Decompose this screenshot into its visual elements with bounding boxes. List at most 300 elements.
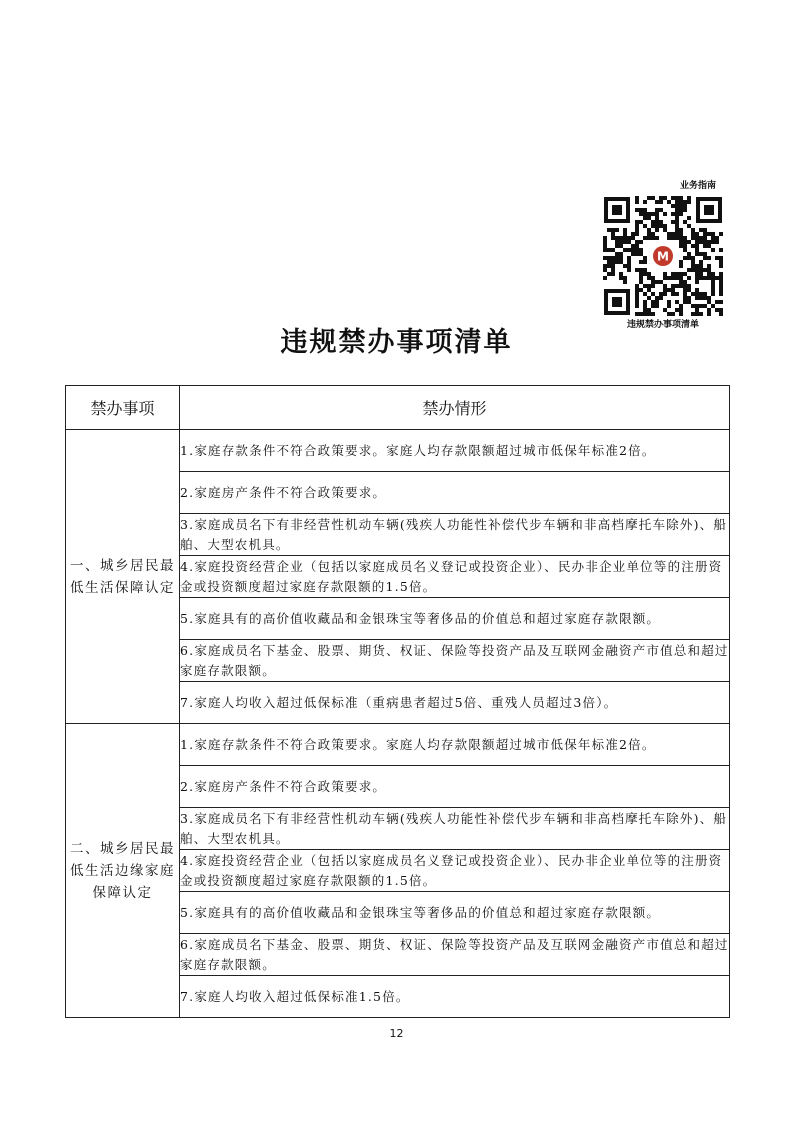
qr-module [663, 212, 667, 216]
qr-module [679, 260, 683, 264]
qr-module [695, 292, 699, 296]
page-title: 违规禁办事项清单 [280, 327, 513, 358]
qr-module [615, 260, 619, 264]
qr-module [691, 256, 695, 260]
qr-module [659, 224, 663, 228]
qr-module [679, 236, 683, 240]
qr-module [611, 236, 615, 240]
qr-module [683, 284, 687, 288]
qr-module [667, 288, 671, 292]
qr-module [643, 216, 647, 220]
qr-module [675, 284, 679, 288]
qr-module [715, 300, 719, 304]
qr-module [687, 284, 691, 288]
rules-table [65, 385, 730, 1018]
category-cell: 一、城乡居民最低生活保障认定 [66, 430, 180, 724]
qr-module [623, 232, 627, 236]
qr-module [679, 276, 683, 280]
qr-module [703, 232, 707, 236]
qr-module [651, 232, 655, 236]
qr-module [683, 280, 687, 284]
qr-module [691, 244, 695, 248]
qr-module [631, 248, 635, 252]
qr-module [619, 252, 623, 256]
qr-module [635, 312, 639, 316]
qr-module [671, 196, 675, 200]
qr-module [675, 220, 679, 224]
qr-module [663, 288, 667, 292]
qr-module [671, 284, 675, 288]
qr-module [707, 272, 711, 276]
qr-module [715, 276, 719, 280]
qr-module [631, 252, 635, 256]
qr-module [639, 280, 643, 284]
qr-module [623, 280, 627, 284]
qr-module [639, 248, 643, 252]
qr-module [711, 232, 715, 236]
qr-module [679, 284, 683, 288]
qr-module [655, 224, 659, 228]
qr-module [635, 240, 639, 244]
qr-module [663, 292, 667, 296]
qr-module [651, 312, 655, 316]
qr-module [699, 252, 703, 256]
qr-module [699, 312, 703, 316]
qr-module [651, 276, 655, 280]
qr-module [639, 276, 643, 280]
qr-module [683, 300, 687, 304]
qr-module [687, 252, 691, 256]
qr-module [635, 284, 639, 288]
qr-module [635, 196, 639, 200]
qr-module [643, 224, 647, 228]
qr-module [635, 292, 639, 296]
item-cell: 7.家庭人均收入超过低保标准1.5倍。 [180, 976, 730, 1018]
qr-module [707, 256, 711, 260]
qr-module [695, 248, 699, 252]
qr-module [679, 272, 683, 276]
qr-module [655, 216, 659, 220]
qr-module [663, 284, 667, 288]
qr-module [627, 248, 631, 252]
qr-module [695, 264, 699, 268]
qr-module [715, 256, 719, 260]
qr-module [639, 240, 643, 244]
qr-module [679, 232, 683, 236]
qr-module [703, 240, 707, 244]
qr-module [699, 240, 703, 244]
table-row [66, 430, 730, 472]
qr-module [615, 244, 619, 248]
qr-module [695, 312, 699, 316]
qr-module [691, 228, 695, 232]
qr-module [659, 296, 663, 300]
qr-module [703, 292, 707, 296]
qr-module [639, 312, 643, 316]
qr-module [691, 236, 695, 240]
qr-module [635, 252, 639, 256]
qr-module [635, 268, 639, 272]
qr-module [671, 292, 675, 296]
qr-module [611, 228, 615, 232]
qr-module [667, 232, 671, 236]
qr-module [707, 268, 711, 272]
qr-module [675, 232, 679, 236]
qr-module [699, 296, 703, 300]
qr-module [707, 308, 711, 312]
qr-module [651, 224, 655, 228]
qr-module [687, 268, 691, 272]
qr-module [623, 248, 627, 252]
qr-module [695, 268, 699, 272]
qr-module [623, 240, 627, 244]
qr-module [675, 200, 679, 204]
qr-module [707, 240, 711, 244]
qr-module [667, 200, 671, 204]
qr-logo-mark: M [657, 249, 669, 264]
qr-module [675, 196, 679, 200]
qr-module [623, 276, 627, 280]
qr-module [635, 300, 639, 304]
qr-module [679, 308, 683, 312]
qr-module [671, 204, 675, 208]
qr-module [703, 236, 707, 240]
qr-module [603, 268, 607, 272]
qr-module [611, 268, 615, 272]
qr-module [683, 248, 687, 252]
qr-module [719, 308, 723, 312]
qr-module [691, 312, 695, 316]
qr-module [695, 240, 699, 244]
qr-module [667, 236, 671, 240]
qr-module [667, 300, 671, 304]
qr-module [667, 312, 671, 316]
qr-code-block [598, 180, 728, 331]
qr-module [719, 256, 723, 260]
qr-module [679, 280, 683, 284]
qr-module [615, 236, 619, 240]
qr-module [695, 288, 699, 292]
qr-module [659, 200, 663, 204]
qr-module [687, 216, 691, 220]
qr-module [719, 300, 723, 304]
header-item: 禁办事项 [66, 386, 180, 430]
qr-module [651, 280, 655, 284]
qr-module [699, 228, 703, 232]
qr-module [651, 212, 655, 216]
qr-module [643, 208, 647, 212]
qr-module [679, 228, 683, 232]
qr-module [655, 212, 659, 216]
qr-module [703, 252, 707, 256]
qr-module [631, 244, 635, 248]
qr-module [683, 240, 687, 244]
qr-module [655, 208, 659, 212]
qr-module [647, 312, 651, 316]
qr-code-image[interactable] [602, 195, 724, 317]
qr-module [711, 272, 715, 276]
header-situation: 禁办情形 [180, 386, 730, 430]
qr-module [691, 232, 695, 236]
qr-module [651, 300, 655, 304]
qr-module [647, 216, 651, 220]
qr-module [671, 212, 675, 216]
qr-module [711, 280, 715, 284]
qr-module [663, 228, 667, 232]
qr-module [607, 228, 611, 232]
qr-module [651, 284, 655, 288]
qr-module [695, 236, 699, 240]
qr-module [679, 196, 683, 200]
qr-module [655, 200, 659, 204]
qr-module [619, 236, 623, 240]
qr-module [699, 276, 703, 280]
qr-module [643, 292, 647, 296]
qr-module [643, 284, 647, 288]
category-cell: 二、城乡居民最低生活边缘家庭保障认定 [66, 724, 180, 1018]
qr-module [683, 296, 687, 300]
qr-module [655, 300, 659, 304]
qr-module [679, 304, 683, 308]
qr-module [635, 248, 639, 252]
qr-module [711, 248, 715, 252]
qr-module [719, 260, 723, 264]
qr-module [663, 308, 667, 312]
qr-module [603, 256, 607, 260]
qr-module [647, 196, 651, 200]
qr-module [691, 304, 695, 308]
qr-module [619, 244, 623, 248]
qr-module [679, 204, 683, 208]
qr-module [671, 232, 675, 236]
qr-top-label: 业务指南 [679, 181, 716, 191]
qr-module [719, 248, 723, 252]
qr-module [699, 260, 703, 264]
qr-module [675, 228, 679, 232]
qr-module [647, 228, 651, 232]
qr-module [695, 280, 699, 284]
qr-module [675, 216, 679, 220]
qr-bottom-label: 违规禁办事项清单 [626, 320, 699, 330]
qr-module [683, 236, 687, 240]
qr-module [679, 240, 683, 244]
qr-module [651, 304, 655, 308]
item-cell: 2.家庭房产条件不符合政策要求。 [180, 472, 730, 514]
qr-module [635, 304, 639, 308]
qr-module [659, 292, 663, 296]
qr-module [611, 264, 615, 268]
qr-module [643, 236, 647, 240]
qr-module [707, 264, 711, 268]
qr-module [647, 212, 651, 216]
qr-module [647, 296, 651, 300]
qr-module [711, 292, 715, 296]
qr-module [683, 220, 687, 224]
qr-module [707, 232, 711, 236]
qr-module [699, 264, 703, 268]
qr-module [619, 240, 623, 244]
qr-module [635, 220, 639, 224]
qr-module [647, 284, 651, 288]
qr-module [655, 296, 659, 300]
qr-module [687, 296, 691, 300]
qr-module [667, 304, 671, 308]
qr-module [615, 228, 619, 232]
qr-module [607, 256, 611, 260]
qr-module [663, 276, 667, 280]
qr-module [663, 196, 667, 200]
qr-module [675, 224, 679, 228]
qr-module [623, 264, 627, 268]
qr-module [687, 200, 691, 204]
qr-module [679, 264, 683, 268]
qr-module [707, 296, 711, 300]
qr-module [635, 228, 639, 232]
qr-module [679, 212, 683, 216]
qr-module [627, 264, 631, 268]
qr-module [719, 312, 723, 316]
qr-module [603, 244, 607, 248]
page-number: 12 [389, 1027, 404, 1040]
qr-module [711, 284, 715, 288]
qr-module [703, 228, 707, 232]
qr-module [627, 256, 631, 260]
qr-module [647, 272, 651, 276]
item-cell: 1.家庭存款条件不符合政策要求。家庭人均存款限额超过城市低保年标准2倍。 [180, 724, 730, 766]
qr-module [623, 228, 627, 232]
qr-module [647, 276, 651, 280]
qr-module [675, 300, 679, 304]
qr-module [643, 308, 647, 312]
qr-module [655, 236, 659, 240]
qr-module [675, 208, 679, 212]
qr-module [679, 244, 683, 248]
qr-module [703, 296, 707, 300]
qr-module [603, 240, 607, 244]
qr-module [715, 308, 719, 312]
qr-module [703, 304, 707, 308]
qr-module [643, 268, 647, 272]
item-cell: 6.家庭成员名下基金、股票、期货、权证、保险等投资产品及互联网金融资产市值总和超过家庭存款限额。 [180, 934, 730, 976]
item-cell: 1.家庭存款条件不符合政策要求。家庭人均存款限额超过城市低保年标准2倍。 [180, 430, 730, 472]
qr-module [635, 224, 639, 228]
qr-module [703, 276, 707, 280]
qr-module [707, 244, 711, 248]
qr-module [611, 272, 615, 276]
qr-module [707, 276, 711, 280]
qr-module [691, 292, 695, 296]
qr-module [691, 260, 695, 264]
qr-module [603, 264, 607, 268]
qr-module [635, 200, 639, 204]
qr-module [643, 304, 647, 308]
qr-module [683, 244, 687, 248]
qr-module [635, 232, 639, 236]
qr-module [647, 236, 651, 240]
qr-module [679, 200, 683, 204]
qr-module [675, 204, 679, 208]
qr-module [699, 268, 703, 272]
qr-module [643, 256, 647, 260]
qr-module [611, 232, 615, 236]
qr-module [711, 236, 715, 240]
qr-module [691, 268, 695, 272]
qr-module [719, 272, 723, 276]
qr-module [639, 252, 643, 256]
qr-module [615, 240, 619, 244]
qr-module [695, 232, 699, 236]
qr-module [655, 228, 659, 232]
qr-module [651, 236, 655, 240]
item-cell: 3.家庭成员名下有非经营性机动车辆(残疾人功能性补偿代步车辆和非高档摩托车除外)、船舶、大型农机具。 [180, 808, 730, 850]
qr-module [651, 292, 655, 296]
qr-module [687, 240, 691, 244]
table-row [66, 724, 730, 766]
qr-module [683, 292, 687, 296]
qr-module [663, 224, 667, 228]
qr-module [719, 292, 723, 296]
qr-module [639, 260, 643, 264]
qr-module [667, 276, 671, 280]
qr-module [687, 300, 691, 304]
qr-module [639, 220, 643, 224]
qr-module [647, 232, 651, 236]
table-header-row [66, 386, 730, 430]
qr-module [707, 312, 711, 316]
qr-module [671, 288, 675, 292]
qr-module [603, 248, 607, 252]
qr-module [651, 196, 655, 200]
item-cell: 5.家庭具有的高价值收藏品和金银珠宝等奢侈品的价值总和超过家庭存款限额。 [180, 598, 730, 640]
item-cell: 4.家庭投资经营企业（包括以家庭成员名义登记或投资企业）、民办非企业单位等的注册资金或投资额度超过家庭存款限额的1.5倍。 [180, 850, 730, 892]
qr-module [719, 232, 723, 236]
qr-module [683, 256, 687, 260]
qr-module [675, 212, 679, 216]
qr-module [635, 288, 639, 292]
qr-module [675, 276, 679, 280]
qr-module [687, 224, 691, 228]
qr-module [675, 272, 679, 276]
qr-module [639, 272, 643, 276]
qr-module [655, 304, 659, 308]
qr-module [619, 256, 623, 260]
qr-module [627, 268, 631, 272]
qr-module [675, 236, 679, 240]
qr-module [695, 304, 699, 308]
qr-module [687, 196, 691, 200]
qr-module [607, 272, 611, 276]
qr-module [627, 240, 631, 244]
qr-module [683, 288, 687, 292]
item-cell: 3.家庭成员名下有非经营性机动车辆(残疾人功能性补偿代步车辆和非高档摩托车除外)、船舶、大型农机具。 [180, 514, 730, 556]
qr-module [611, 260, 615, 264]
qr-module [719, 284, 723, 288]
qr-module [671, 272, 675, 276]
qr-module [627, 236, 631, 240]
item-cell: 4.家庭投资经营企业（包括以家庭成员名义登记或投资企业）、民办非企业单位等的注册资金或投资额度超过家庭存款限额的1.5倍。 [180, 556, 730, 598]
qr-module [687, 256, 691, 260]
qr-module [695, 252, 699, 256]
qr-module [647, 288, 651, 292]
qr-module [671, 276, 675, 280]
qr-module [639, 288, 643, 292]
qr-module [683, 208, 687, 212]
qr-module [651, 220, 655, 224]
qr-module [683, 200, 687, 204]
qr-module [659, 280, 663, 284]
qr-module [679, 208, 683, 212]
qr-module [619, 272, 623, 276]
